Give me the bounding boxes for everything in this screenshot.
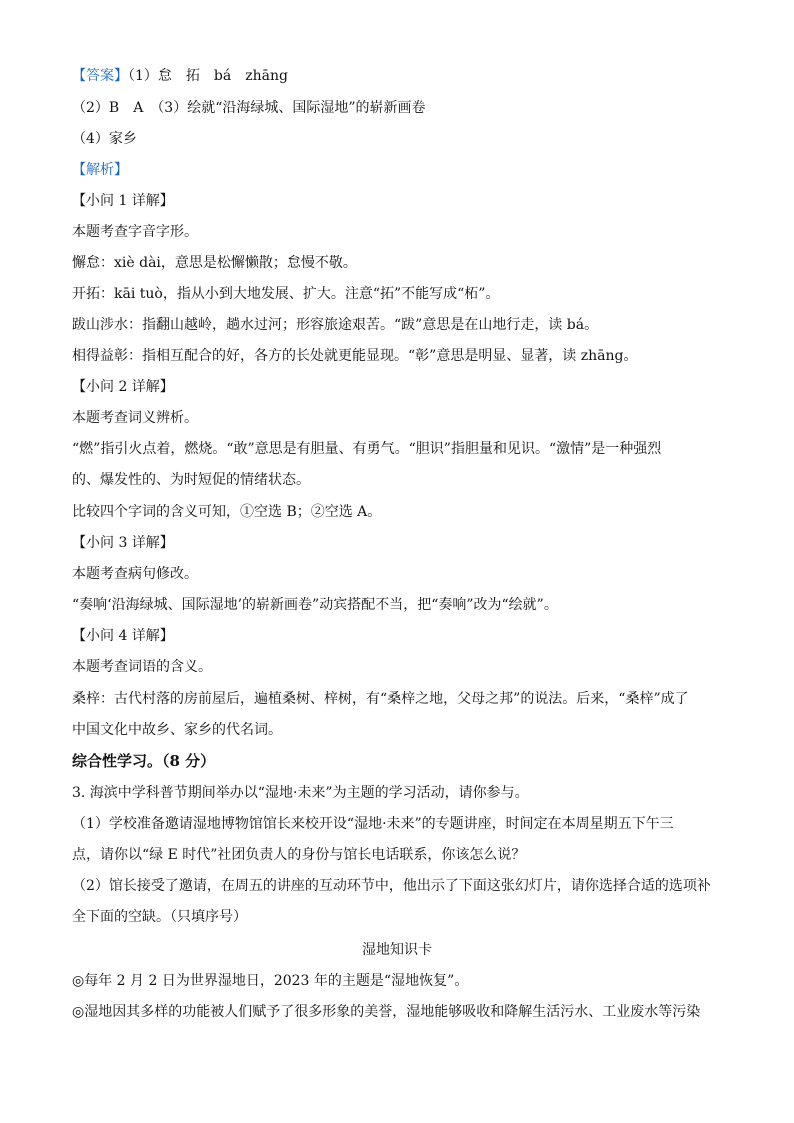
q1-line: 懈怠：xiè dài，意思是松懈懒散；怠慢不敬。 [72, 255, 357, 271]
q2-line: 比较四个字词的含义可知，①空选 B；②空选 A。 [72, 504, 382, 520]
q4-heading: 【小问 4 详解】 [72, 628, 174, 644]
q1-line: 跋山涉水：指翻山越岭，趟水过河；形容旅途艰苦。“跋”意思是在山地行走，读 bá。 [72, 317, 599, 333]
q4-line: 桑梓：古代村落的房前屋后，遍植桑树、梓树，有“桑梓之地，父母之邦”的说法。后来，“桑梓”成了 [72, 691, 689, 707]
card-line: ◎湿地因其多样的功能被人们赋予了很多形象的美誉，湿地能够吸收和降解生活污水、工业废水等污染 [72, 1004, 701, 1020]
q2-line: 本题考查词义辨析。 [72, 410, 198, 426]
q4-line: 本题考查词语的含义。 [72, 659, 212, 675]
section-line: 点，请你以“绿 E 时代”社团负责人的身份与馆长电话联系，你该怎么说？ [72, 847, 526, 863]
section-line: 3. 海滨中学科普节期间举办以“湿地·未来”为主题的学习活动，请你参与。 [72, 785, 529, 801]
q1-heading: 【小问 1 详解】 [72, 193, 174, 209]
q1-line: 相得益彰：指相互配合的好，各方的长处就更能显现。“彰”意思是明显、显著，读 zhāng。 [72, 348, 638, 364]
q2-heading: 【小问 2 详解】 [72, 379, 174, 395]
q1-line: 开拓：kāi tuò，指从小到大地发展、扩大。注意“拓”不能写成“柘”。 [72, 286, 500, 302]
answer-line-2: （2）B A （3）绘就“沿海绿城、国际湿地”的崭新画卷 [72, 100, 426, 116]
q2-line: 的、爆发性的、为时短促的情绪状态。 [72, 472, 310, 488]
card-title: 湿地知识卡 [362, 942, 432, 958]
q1-line: 本题考查字音字形。 [72, 224, 198, 240]
section-line: （2）馆长接受了邀请，在周五的讲座的互动环节中，他出示了下面这张幻灯片，请你选择合适的选项补 [72, 878, 711, 894]
answer-text-1: （1）怠 拓 bá zhāng [128, 68, 288, 84]
q4-line: 中国文化中故乡、家乡的代名词。 [72, 722, 282, 738]
section-line: （1）学校准备邀请湿地博物馆馆长来校开设“湿地·未来”的专题讲座，时间定在本周星期五下午三 [72, 816, 674, 832]
section-title: 综合性学习。（8 分） [72, 752, 216, 770]
q3-line: “奏响‘沿海绿城、国际湿地’的崭新画卷”动宾搭配不当，把“奏响”改为“绘就”。 [72, 597, 558, 613]
q3-line: 本题考查病句修改。 [72, 566, 198, 582]
q3-heading: 【小问 3 详解】 [72, 535, 174, 551]
analysis-tag: 【解析】 [72, 162, 128, 178]
card-line: ◎每年 2 月 2 日为世界湿地日，2023 年的主题是“湿地恢复”。 [72, 973, 469, 989]
answer-line-3: （4）家乡 [72, 131, 137, 147]
section-line: 全下面的空缺。（只填序号） [72, 909, 247, 925]
answer-tag: 【答案】 [72, 68, 128, 84]
answer-line-1 [72, 66, 288, 86]
q2-line: “燃”指引火点着，燃烧。“敢”意思是有胆量、有勇气。“胆识”指胆量和见识。“激情”是一种强烈 [72, 441, 662, 457]
